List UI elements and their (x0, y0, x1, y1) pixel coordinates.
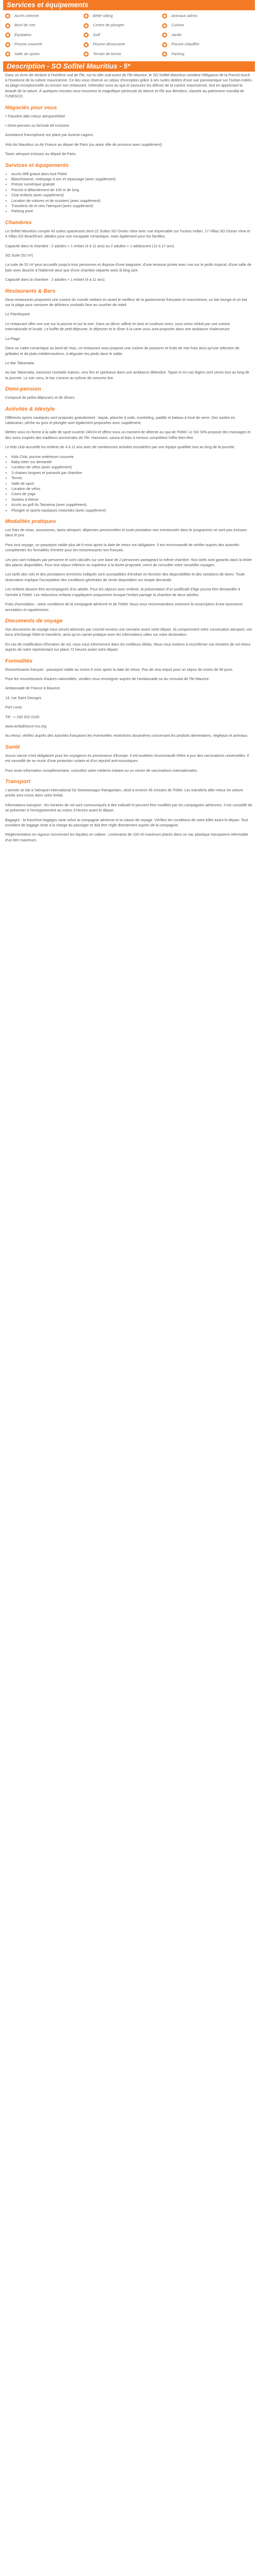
section-title: Restaurants & Bars (5, 287, 56, 294)
service-label: Jardin (171, 32, 182, 37)
bullet-item: • Location de vélos (avec supplément) (11, 465, 253, 470)
section-paragraph: Pour tout voyage, un passeport valide plus de 6 mois après la date de retour est obligatoire. Il est recommandé de vérifier auprès des autorités compétentes les formalités d'entrée pour les ressortissants non français. (5, 542, 239, 553)
section-paragraph: La Plage (5, 336, 20, 341)
section-paragraph: L'arrivée se fait à l'aéroport international Sir Seewoosagur Ramgoolam, situé à environ 45 minutes de l'hôtel. Les transferts aller-retour en voiture privée sont inclus dans votre forfait. (5, 788, 244, 798)
service-item (162, 42, 250, 47)
section-title: Formalités (5, 657, 33, 664)
section-paragraph: Vos documents de voyage vous seront adressés par courriel environ une semaine avant votre départ. Ils comprennent votre convocation aéroport, vos bons d'échange hôtel et transferts, ainsi qu'un carnet pratique avec les informations utiles sur votre destination. (5, 626, 252, 637)
section-title: Activités & Idéstyle (5, 405, 55, 412)
bullet-item: • Parking privé (11, 209, 253, 214)
service-item (84, 32, 162, 38)
service-label: Accès internet (14, 13, 39, 18)
services-row (5, 49, 255, 59)
services-grid (5, 11, 255, 59)
section-title: Demi-pension (5, 386, 41, 393)
section-paragraph: • Transfert aller-retour aéroport/hôtel (5, 113, 65, 118)
section-paragraph: 14, rue Saint Georges (5, 695, 42, 700)
service-icon (84, 42, 89, 47)
section-paragraph: Différents sports nautiques sont proposés gratuitement : kayak, planche à voile, snorkeling, paddle et bateau à fond de verre. Des sorties en catamaran, pêche au gros et plongée sont également proposées avec supplément. (5, 415, 235, 425)
bullet-item: • Accès Wifi gratuit dans tout l'hôtel (11, 172, 253, 177)
service-item (5, 32, 84, 38)
section-paragraph: Ressortissants français : passeport valide au moins 6 mois après la date de retour. Pas de visa requis pour un séjour de moins de 90 jours. (5, 667, 234, 672)
section-title: Transport (5, 778, 30, 785)
services-banner: Services et équipements (3, 0, 255, 10)
service-item (84, 42, 162, 47)
bullet-item: • Plongée et sports nautiques motorisés (avec supplément) (11, 508, 253, 513)
section-paragraph: En cas de modification d'horaires de vol, nous vous informerons dans les meilleurs délais. Nous vous invitons à reconfirmer vos horaires de vol retour auprès de notre représentant sur place 72 heures avant votre départ. (5, 641, 251, 652)
section-paragraph: Mettez-vous en forme à la salle de sport ouverte 24h/24 et offrez-vous un moment de détente au spa de l'hôtel. Le SO SPA propose des massages et des soins inspirés des traditions ancestrales de l'île. Hammam, sauna et bain à remous complètent l'offre bien-être. (5, 430, 251, 440)
section-bullet-list (5, 172, 253, 214)
section-title: Documents de voyage (5, 617, 63, 624)
section-paragraph: Assistance francophone sur place par Austral Lagons. (5, 132, 94, 138)
service-icon (84, 23, 89, 28)
section-paragraph: Les enfants doivent être accompagnés d'un adulte. Pour les séjours avec enfants, la présentation d'un justificatif d'âge pourra être demandée à l'arrivée à l'hôtel. Les réductions enfants s'appliquent uniquement lorsque l'enfant partage la chambre de deux adultes. (5, 587, 240, 597)
section-paragraph: Capacité dans la chambre : 2 adultes + 1 enfant (4 à 11 ans) ou 2 adultes + 1 adolescent (12 à 17 ans). (5, 243, 175, 248)
section-paragraph: Le Sofitel Mauritius compte 43 suites spacieuses dont 22 Suites SO Ocean View avec vue imprenable sur l'océan Indien, 17 Villas SO Ocean View et 4 Villas SO Beachfront, idéales pour une escapade romantique, mais également pour les familles. (5, 228, 250, 239)
service-item (162, 32, 250, 38)
section-paragraph: Deux restaurants proposent une cuisine du monde mettant en avant le meilleur de la gastronomie française et mauricienne, un bar lounge et un bar sur la plage pour savourer de délicieux cocktails face au coucher de soleil. (5, 297, 248, 308)
service-label: Piscine découverte (93, 42, 125, 47)
service-label: Animaux admis (171, 13, 198, 18)
service-item (5, 13, 84, 19)
bullet-item: • Kids Club, piscine extérieure couverte (11, 454, 253, 460)
section-paragraph: Le Bar Takamaka (5, 360, 34, 365)
bullet-item: • Presse numérique gratuite (11, 182, 253, 187)
service-label: Cuisine (171, 23, 184, 28)
service-item (5, 23, 84, 28)
service-item (162, 23, 250, 28)
section-paragraph: Le Flamboyant (5, 312, 30, 317)
service-icon (84, 32, 89, 38)
services-row (5, 21, 255, 31)
service-icon (5, 42, 10, 47)
section-paragraph: Vols Air Mauritius ou Air France au départ de Paris (ou autre ville de province avec supplément). (5, 142, 163, 147)
bullet-item: • Accès au golf du Tamarina (avec supplément) (11, 502, 253, 507)
service-icon (162, 13, 167, 19)
service-label: Centre de plongée (93, 23, 124, 28)
service-icon (162, 52, 167, 57)
service-icon (5, 32, 10, 38)
section-paragraph: Les tarifs des vols et des prestations terrestres indiqués sont susceptibles d'évoluer en fonction des disponibilités et des variations de taxes. Toute réservation implique l'acceptation des conditions générales de vente disponibles sur simple demande. (5, 572, 245, 582)
bullet-item: • Tennis (11, 476, 253, 481)
section-paragraph: Les prix sont indiqués par personne et sont calculés sur une base de 2 personnes partageant la même chambre. Nos tarifs sont garantis dans la limite des places disponibles. Pour tout séjour inférieur ou supérieur à la durée proposée, merci de consulter votre conseiller voyages. (5, 557, 252, 568)
bullet-item: • Soirées à thème (11, 497, 253, 502)
section-paragraph: Pour les ressortissants d'autres nationalités, veuillez vous renseigner auprès de l'ambassade ou du consulat de l'île Maurice. (5, 676, 210, 681)
service-icon (162, 32, 167, 38)
section-paragraph: Pour toute information complémentaire, consultez votre médecin traitant ou un centre de vaccinations internationales. (5, 768, 198, 773)
section-paragraph: Port Louis (5, 705, 22, 710)
intro-paragraph: Dans un écrin de verdure à l'extrême sud de l'île, sur la côte sud-ouest de l'île Maurice, le SO Sofitel Mauritius combine l'élégance de la French touch à l'exotisme de la culture mauricienne. Ce lieu vous réserve un séjour d'exception grâce à ses suites dotées d'une vue panoramique sur l'océan indien, sa plage exceptionnelle ou encore son restaurant. Détendez-vous au spa et savourez les délices de la cuisine mauricienne, tout en appréciant la beauté de la nature. À quelques minutes vous trouverez la magnifique péninsule du Morne et l'île aux Bénitiers, classée au patrimoine mondial de l'UNESCO. (5, 72, 253, 99)
section-paragraph: Dans un cadre romantique au bord de l'eau, ce restaurant vous propose une cuisine de poissons et fruits de mer frais ainsi qu'une sélection de grillades et de plats méditerranéens, à déguster les pieds dans le sable. (5, 346, 239, 356)
section-title: Modalités pratiques (5, 518, 56, 525)
service-item (5, 42, 84, 47)
section-bullet-list (5, 454, 253, 513)
service-label: Équitation (14, 32, 31, 37)
section-paragraph: Informations transport : les horaires de vol sont communiqués à titre indicatif et peuvent être modifiés par les compagnies aériennes. Il est conseillé de se présenter à l'enregistrement au moins 3 heures avant le départ. (5, 802, 252, 813)
service-item (5, 52, 84, 57)
section-paragraph: Le restaurant offre une vue sur la piscine et sur la mer. Dans un décor raffiné en bois et couleurs vives, vous serez séduit par une cuisine internationale et locale. Le buffet de petit-déjeuner, le déjeuner et le dîner à la carte vous sont proposés dans une ambiance chaleureuse. (5, 321, 231, 332)
service-label: Golf (93, 32, 100, 37)
bullet-item: • Baby-sitter sur demande (11, 460, 253, 465)
service-label: Parking (171, 51, 185, 56)
bullet-item: • Salle de sport (11, 481, 253, 486)
section-paragraph: Taxes aéroport incluses au départ de Paris. (5, 151, 77, 157)
service-label: Bébé sitting (93, 13, 113, 18)
service-item (84, 13, 162, 19)
service-item (84, 23, 162, 28)
section-paragraph: La suite de 52 m² peut accueillir jusqu'à trois personnes et dispose d'une baignoire, d'une terrasse privée avec vue sur le jardin tropical, d'une salle de bain avec douche à l'italienne ainsi que d'une chambre séparée avec lit king size. (5, 262, 251, 273)
bullet-item: • Piscine à débordement de 100 m de long (11, 188, 253, 193)
section-paragraph: Ambassade de France à Maurice (5, 686, 60, 691)
bullet-item: • Cours de yoga (11, 492, 253, 497)
section-title: Services et équipements (5, 162, 69, 168)
section-paragraph: Au retour, vérifiez auprès des autorités françaises les éventuelles restrictions douanières concernant les produits alimentaires, végétaux et animaux. (5, 733, 249, 738)
service-label: Salle de sports (14, 51, 40, 56)
section-title: Chambres (5, 219, 32, 226)
services-row (5, 40, 255, 50)
section-paragraph: Réglementation en vigueur concernant les liquides en cabine : contenants de 100 ml maximum placés dans un sac plastique transparent refermable d'un litre maximum. (5, 832, 249, 842)
services-row (5, 30, 255, 40)
description-banner: Description - SO Sofitel Mauritius - 5* (3, 61, 255, 72)
section-paragraph: Bagages : la franchise bagages varie selon la compagnie aérienne et la classe de voyage. Vérifiez les conditions de votre billet avant le départ. Tout excédent de bagage reste à la charge du passager et doit être réglé directement auprès de la compagnie. (5, 817, 248, 828)
section-paragraph: Au bar Takamaka, savourez cocktails maison, vins fins et spiritueux dans une ambiance détendue. Tapas et en-cas légers sont servis tout au long de la journée. Le soir venu, le bar s'anime au rythme de concerts live. (5, 370, 250, 380)
section-paragraph: • Demi-pension ou formule All inclusive (5, 123, 69, 128)
section-title: Négociés pour vous (5, 104, 57, 111)
section-paragraph: Tél : + 230 202 0100 (5, 714, 40, 719)
service-label: Terrain de tennis (93, 51, 121, 56)
services-row (5, 11, 255, 21)
service-label: Bord de mer (14, 23, 36, 28)
section-paragraph: Aucun vaccin n'est obligatoire pour les voyageurs en provenance d'Europe. Il est toutefois recommandé d'être à jour des vaccinations universelles. Il est conseillé de se munir d'une protection solaire et d'un répulsif anti-moustiques. (5, 753, 249, 764)
page (0, 0, 258, 849)
service-icon (84, 52, 89, 57)
section-title: Santé (5, 743, 20, 750)
section-paragraph: Composé de petits-déjeuners et de dîners. (5, 395, 75, 400)
service-icon (162, 23, 167, 28)
section-paragraph: Frais d'annulation : selon conditions de la compagnie aérienne et de l'hôtel. Nous vous recommandons vivement la souscription d'une assurance annulation et rapatriement. (5, 602, 243, 612)
section-paragraph: Capacité dans la chambre : 2 adultes + 1 enfant (4 à 11 ans). (5, 277, 106, 282)
description-content (3, 72, 255, 850)
service-item (162, 52, 250, 57)
service-label: Piscine couverte (14, 42, 43, 47)
section-paragraph: Le kids club accueille les enfants de 4 à 11 ans avec de nombreuses activités encadrées par une équipe qualifiée tout au long de la journée. (5, 445, 235, 450)
service-item (162, 13, 250, 19)
service-icon (5, 23, 10, 28)
service-icon (5, 52, 10, 57)
bullet-item: • Blanchisserie, nettoyage à sec et repassage (avec supplément) (11, 177, 253, 182)
bullet-item: • Location de vélos (11, 486, 253, 492)
service-item (84, 52, 162, 57)
bullet-item: • Location de voitures et de scooters (avec supplément) (11, 198, 253, 204)
service-icon (5, 13, 10, 19)
section-paragraph: Les frais de visas, assurances, taxes aéroport, dépenses personnelles et toute prestation non mentionnée dans le programme ne sont pas incluses dans le prix. (5, 528, 247, 538)
bullet-item: • 3 chaises longues et parasols par chambre (11, 470, 253, 476)
bullet-item: • Transferts de et vers l'aéroport (avec supplément) (11, 204, 253, 209)
sections (5, 105, 253, 843)
section-paragraph: SO Suite (52 m²) (5, 253, 33, 258)
bullet-item: • Club enfants (avec supplément) (11, 193, 253, 198)
section-paragraph: www.ambafrance-mu.org (5, 723, 46, 728)
service-label: Piscine chauffée (171, 42, 200, 47)
service-icon (84, 13, 89, 19)
service-icon (162, 42, 167, 47)
